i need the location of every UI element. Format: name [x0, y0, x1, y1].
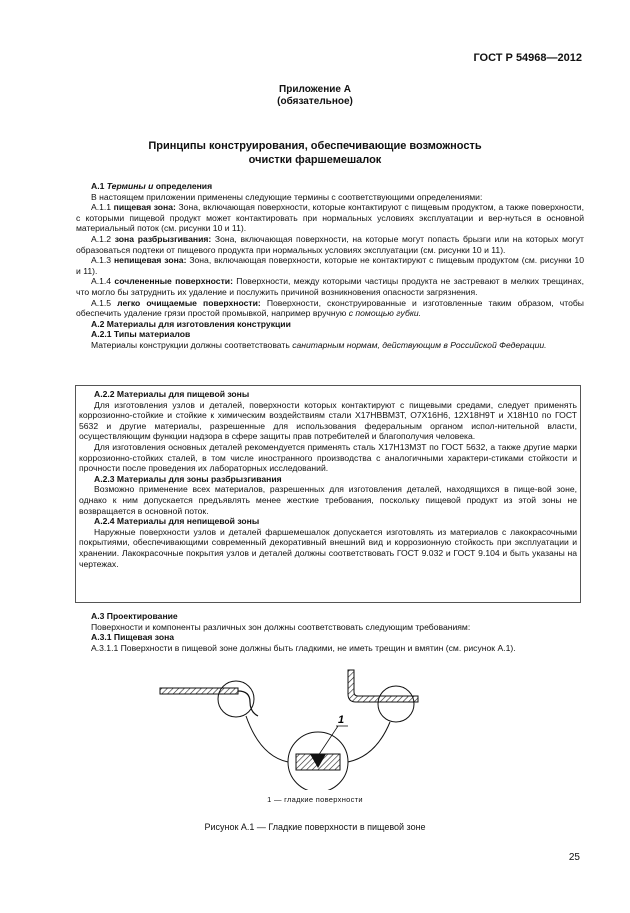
section-a1 [76, 181, 584, 351]
section-a23-text: Возможно применение всех материалов, разрешенных для изготовления деталей, находящихся в пище-вой зоне, однако к ним допускается предъявлять менее жесткие требования, поскольку пищевой продукт из этой зоны не возвращается в основной поток. [79, 484, 577, 516]
callout-leader [318, 726, 338, 756]
page-number: 25 [568, 852, 580, 863]
annex-status: (обязательное) [277, 96, 353, 107]
section-a22-heading: А.2.2 Материалы для пищевой зоны [94, 389, 250, 399]
term-a1-5: А.1.5 легко очищаемые поверхности: Поверхности, сконструированные и изготовленные таким образом, чтобы обеспечить удаление грязи простой промывкой, например вручную с помощью губки. [76, 297, 584, 319]
term-a1-2: А.1.2 зона разбрызгивания: Зона, включающая поверхности, на которые могут попасть брызги или на которых могут образоваться подтеки от пищевого продукта при нормальных условиях эксплуатации (см. рисунки 10 и 11). [76, 233, 584, 255]
left-detail-circle [218, 681, 254, 717]
materials-box [75, 385, 581, 603]
section-a22-p1: Для изготовления узлов и деталей, поверхности которых контактируют с пищевыми средами, следует применять коррозионно-стойкие и стойкие к химическим воздействиям стали Х17НВВМ3Т, О7Х16Н6, 12Х18Н9Т и Х18Н10 по ГОСТ 5632 и другие материалы, разрешенные для использования федеральным органом испол-нительной власти, осуществляющим функции надзора в сфере защиты прав потребителей и благополучия человека. [79, 399, 577, 442]
section-a2-heading: А.2 Материалы для изготовления конструкции [91, 318, 291, 329]
page-title-line2: очистки фаршемешалок [248, 154, 382, 166]
section-a24-heading: А.2.4 Материалы для непищевой зоны [94, 516, 260, 527]
section-a21-text: Материалы конструкции должны соответствовать санитарным нормам, действующим в Российской Федерации. [91, 339, 547, 350]
term-a1-3: А.1.3 непищевая зона: Зона, включающая поверхности, которые не контактируют с пищевым продуктом (см. рисунки 10 и 11). [76, 255, 584, 276]
section-a3-intro: Поверхности и компоненты различных зон должны соответствовать следующим требованиям: [91, 621, 471, 632]
annex-title: Приложение А [279, 84, 351, 95]
section-a1-heading: А.1 Термины и определения [91, 181, 213, 191]
figure-caption: Рисунок А.1 — Гладкие поверхности в пищевой зоне [204, 822, 426, 832]
section-a3-heading: А.3 Проектирование [91, 611, 178, 621]
annex-heading [0, 84, 630, 108]
right-detail-circle [378, 686, 414, 722]
connector-left [246, 716, 288, 762]
callout-label: 1 [338, 714, 345, 726]
section-a22-p2: Для изготовления основных деталей рекомендуется применять сталь Х17Н13М3Т по ГОСТ 5632, а также другие марки коррозионно-стойких сталей, в том числе иностранного производства с аналогичными характери-стиками стойкости и прочности после проведения их лабораторных исследований. [79, 441, 577, 474]
term-a1-4: А.1.4 сочлененные поверхности: Поверхности, между которыми частицы продукта не застревают в мелких трещинах, что могло бы затруднить их удаление и послужить причиной возникновения опасности загрязнения. [76, 276, 584, 297]
page-title [0, 139, 630, 167]
left-plate [160, 688, 238, 694]
section-a1-intro: В настоящем приложении применены следующие термины с соответствующими определениями: [91, 191, 483, 202]
section-a3 [76, 611, 584, 653]
page-title-line1: Принципы конструирования, обеспечивающие возможность [148, 140, 482, 152]
right-bent-plate [348, 670, 418, 702]
document-code: ГОСТ Р 54968—2012 [473, 52, 582, 64]
section-a21-heading: А.2.1 Типы материалов [91, 329, 191, 340]
section-a23-heading: А.2.3 Материалы для зоны разбрызгивания [94, 473, 282, 484]
section-a24-text: Наружные поверхности узлов и деталей фаршемешалок допускается изготовлять из материалов с лакокрасочными покрытиями, обеспечивающими современный декоративный внешний вид и коррозионную стойкость при эксплуатации и хранении. Лакокрасочные покрытия узлов и деталей должны соответствовать ГОСТ 9.032 и ГОСТ 9.104 и быть указаны на чертежах. [79, 526, 577, 569]
smooth-surfaces-figure [150, 660, 480, 790]
section-a31-heading: А.3.1 Пищевая зона [91, 632, 175, 643]
figure-legend: 1 — гладкие поверхности [267, 795, 363, 804]
section-a311-text: А.3.1.1 Поверхности в пищевой зоне должны быть гладкими, не иметь трещин и вмятин (см. рисунок А.1). [91, 642, 516, 653]
term-a1-1: А.1.1 пищевая зона: Зона, включающая поверхности, которые контактируют с пищевым продуктом, а также поверхности, с которыми пищевой продукт может контактировать при нормальных условиях эксплуатации и вер-нуться в основной материальный поток (см. рисунки 10 и 11). [76, 202, 584, 234]
connector-right [348, 722, 390, 762]
